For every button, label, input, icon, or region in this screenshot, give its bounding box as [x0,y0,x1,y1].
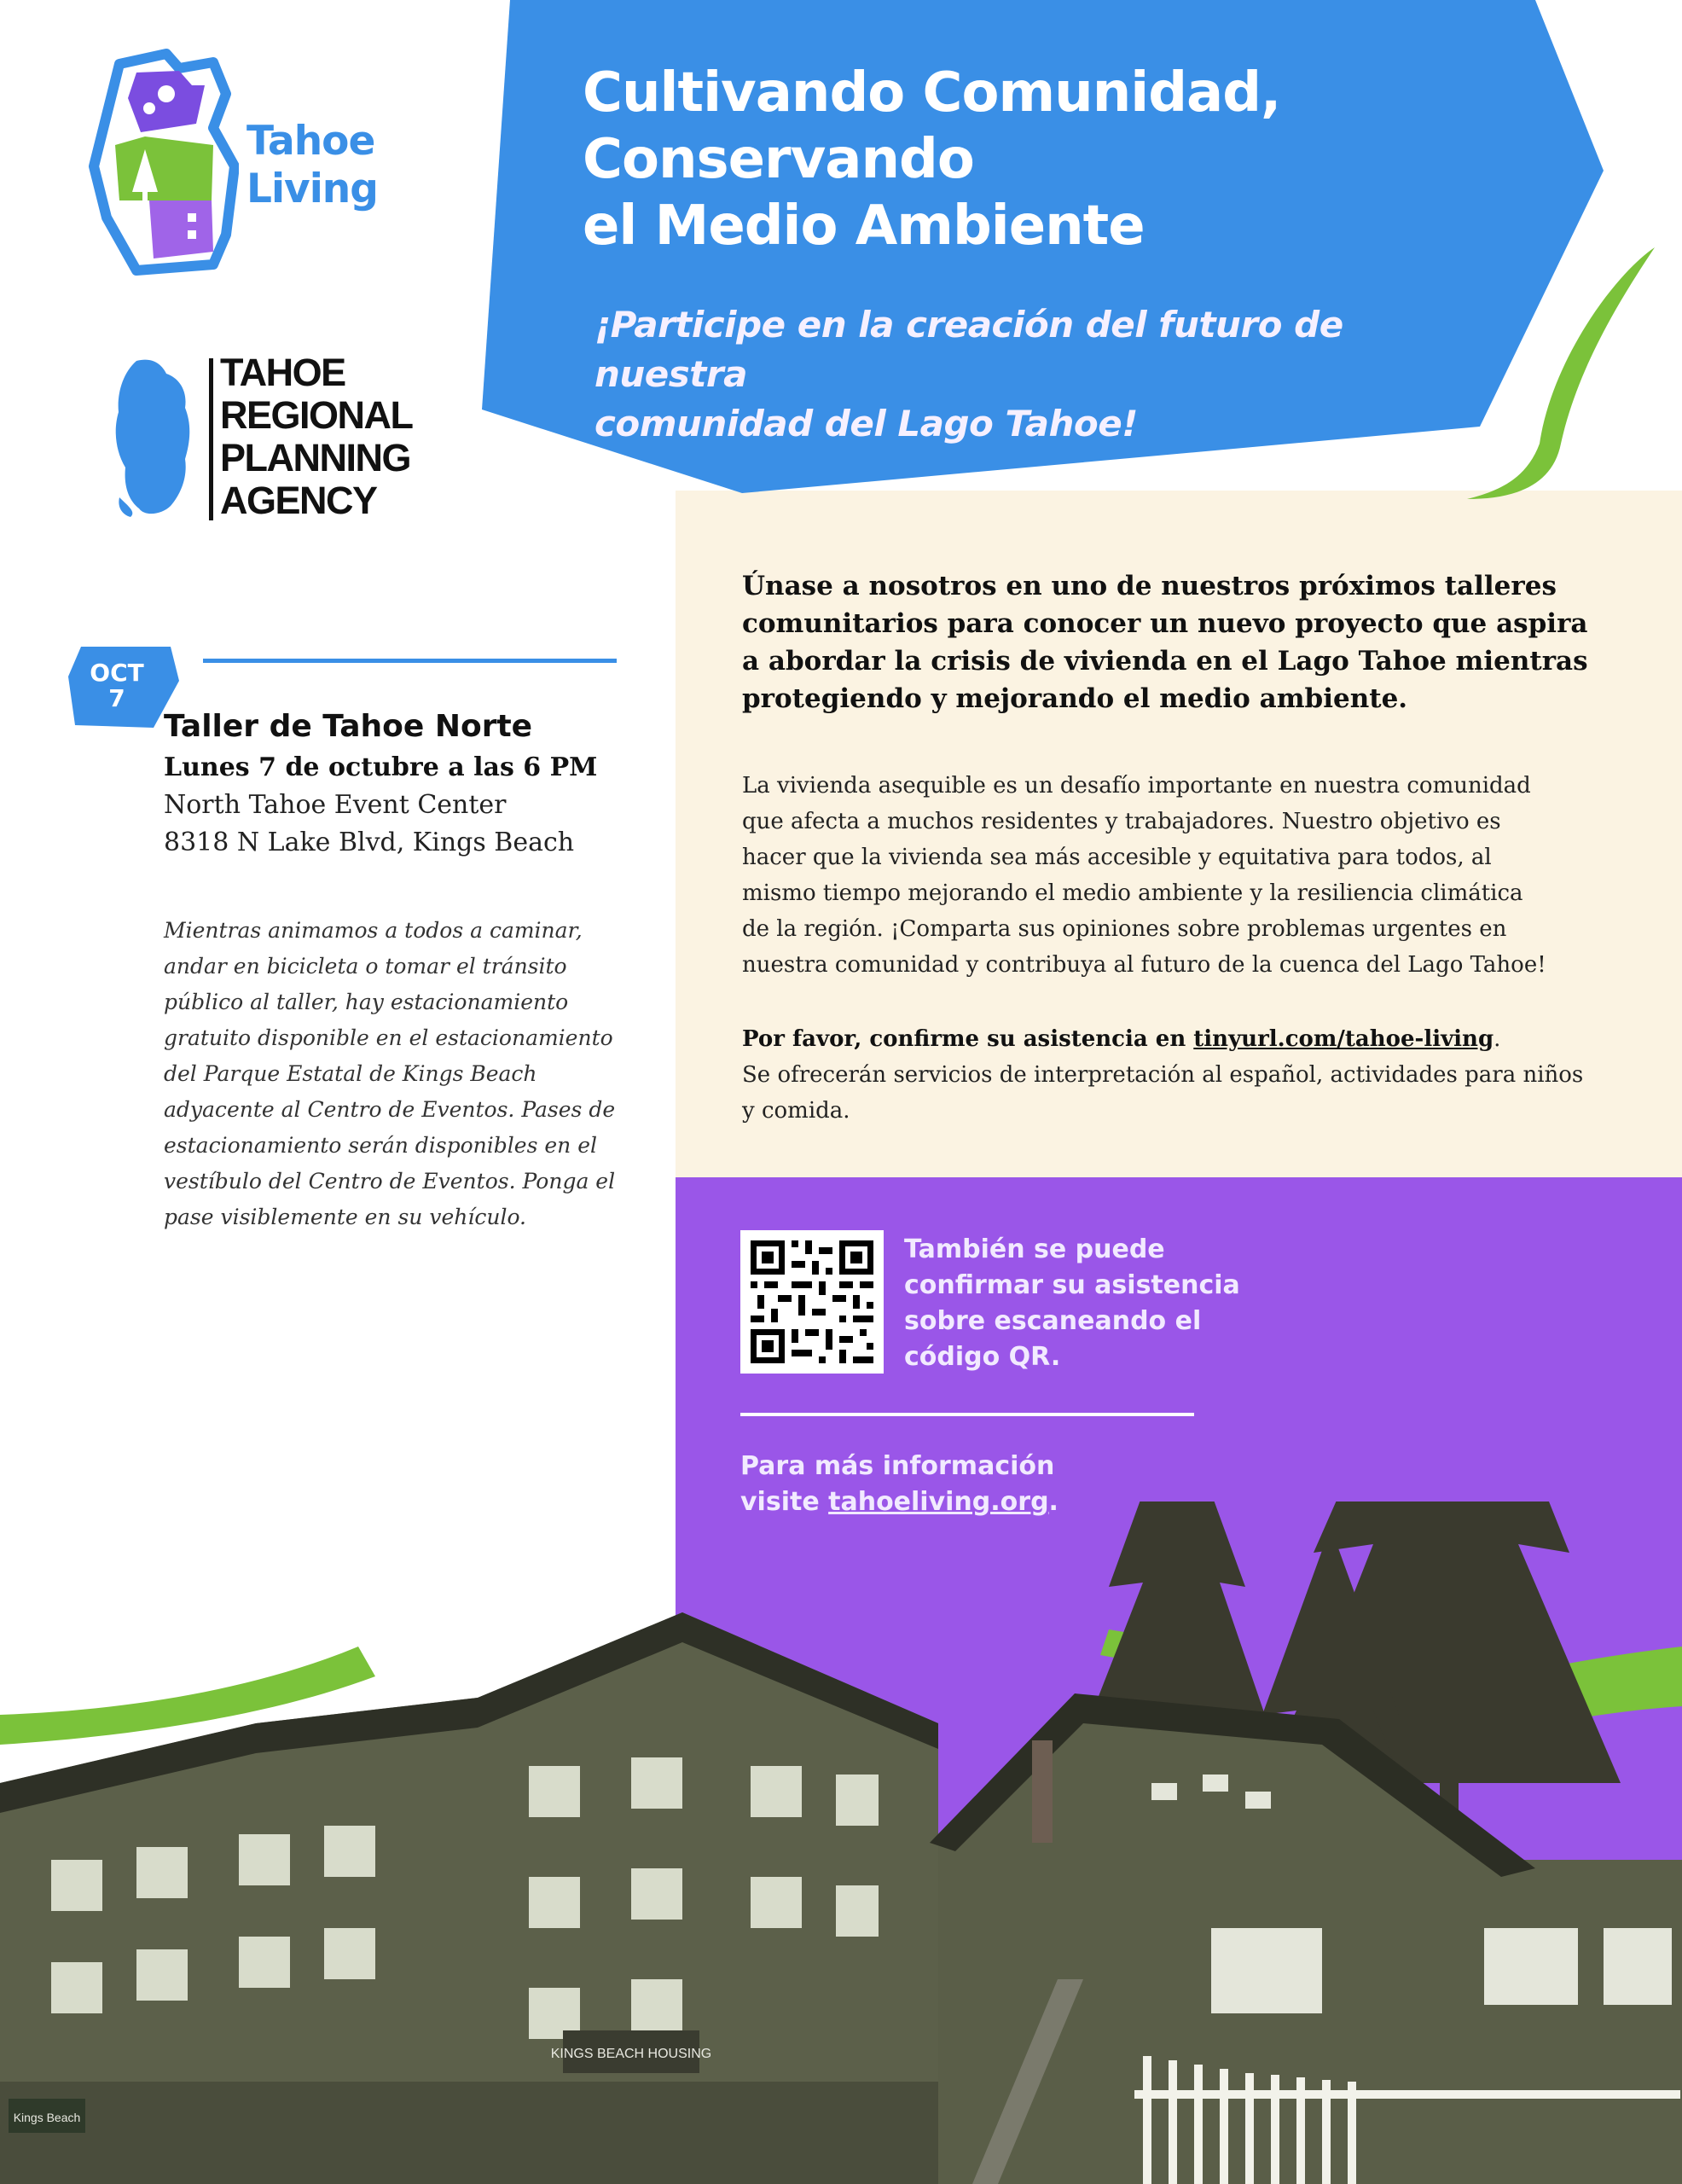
rsvp-line-2: Se ofrecerán servicios de interpretación al español, actividades para niños [742,1062,1584,1088]
rsvp-line-3: y comida. [742,1098,850,1124]
parking-line: público al taller, hay estacionamiento [164,990,569,1014]
intro-line: a abordar la crisis de vivienda en el Lago Tahoe mientras [742,646,1588,677]
street-sign-text: Kings Beach [13,2111,81,2124]
website-link[interactable]: tahoeliving.org [828,1487,1049,1517]
date-badge [78,660,155,712]
trpa-line-3: PLANNING [220,436,410,479]
intro-line: Únase a nosotros en uno de nuestros próximos talleres [742,571,1557,601]
rsvp-link[interactable]: tinyurl.com/tahoe-living [1193,1026,1494,1052]
rsvp-period: . [1494,1026,1501,1052]
qr-instructions [904,1232,1240,1375]
body-line: que afecta a muchos residentes y trabajadores. Nuestro objetivo es [742,809,1501,834]
subheadline-line-1: ¡Participe en la creación del futuro de nuestra [594,304,1343,395]
event-date: Lunes 7 de octubre a las 6 PM [164,752,598,782]
body-line: de la región. ¡Comparta sus opiniones sobre problemas urgentes en [742,916,1507,942]
body-line: nuestra comunidad y contribuya al futuro de la cuenca del Lago Tahoe! [742,952,1546,978]
qr-line: También se puede [904,1234,1165,1264]
event-title: Taller de Tahoe Norte [164,709,533,744]
headline-line-3: el Medio Ambiente [583,195,1145,258]
headline [583,60,1521,259]
more-info-period: . [1048,1487,1058,1517]
lake-tahoe-map-icon [107,357,200,519]
qr-line: sobre escaneando el [904,1306,1202,1336]
parking-line: vestíbulo del Centro de Eventos. Ponga el [164,1169,616,1194]
qr-line: confirmar su asistencia [904,1270,1240,1300]
qr-code[interactable] [740,1230,884,1374]
qr-line: código QR. [904,1342,1061,1372]
body-line: mismo tiempo mejorando el medio ambiente y la resiliencia climática [742,880,1523,906]
headline-line-1: Cultivando Comunidad, [583,61,1281,125]
trpa-wordmark [220,351,413,522]
badge-day: 7 [108,684,125,712]
parking-line: del Parque Estatal de Kings Beach [164,1061,537,1086]
parking-line: estacionamiento serán disponibles en el [164,1133,597,1158]
rsvp-paragraph [742,1021,1646,1129]
event-venue: North Tahoe Event Center [164,790,507,820]
more-info-lead: visite [740,1487,829,1517]
rsvp-lead: Por favor, confirme su asistencia en [742,1026,1194,1052]
subheadline [594,300,1499,449]
parking-line: adyacente al Centro de Eventos. Pases de [164,1097,616,1122]
housing-photo [0,1502,1682,2184]
purple-divider [740,1413,1194,1416]
body-line: La vivienda asequible es un desafío importante en nuestra comunidad [742,773,1531,799]
qr-code-icon [740,1230,884,1374]
street-sign [9,2099,85,2133]
tahoe-living-logo-icon [85,47,239,277]
parking-line: andar en bicicleta o tomar el tránsito [164,954,567,979]
trpa-line-2: REGIONAL [220,393,413,437]
wordmark-line-2: Living [246,166,378,212]
trpa-line-1: TAHOE [220,351,345,394]
intro-line: comunitarios para conocer un nuevo proyecto que aspira [742,608,1588,639]
trpa-line-4: AGENCY [220,479,377,522]
intro-paragraph [742,567,1629,717]
intro-line: protegiendo y mejorando el medio ambiente. [742,683,1408,714]
badge-month: OCT [90,659,144,687]
body-line: hacer que la vivienda sea más accesible y equitativa para todos, al [742,845,1492,870]
apartment-building [0,1612,938,2184]
parking-note [164,913,624,1235]
wordmark-line-1: Tahoe [246,118,375,165]
building-sign: KINGS BEACH HOUSING [550,2047,712,2061]
rsvp-line-1 [742,1021,1646,1057]
parking-line: pase visiblemente en su vehículo. [164,1205,526,1229]
headline-line-2: Conservando [583,128,974,191]
event-address: 8318 N Lake Blvd, Kings Beach [164,828,575,857]
subheadline-line-2: comunidad del Lago Tahoe! [594,403,1138,444]
tahoe-living-wordmark [246,118,378,213]
parking-line: Mientras animamos a todos a caminar, [164,918,583,943]
parking-line: gratuito disponible en el estacionamiento [164,1025,613,1050]
more-info-line-1: Para más información [740,1451,1055,1481]
event-divider [203,659,617,663]
trpa-divider [209,358,213,520]
body-paragraph [742,768,1646,983]
